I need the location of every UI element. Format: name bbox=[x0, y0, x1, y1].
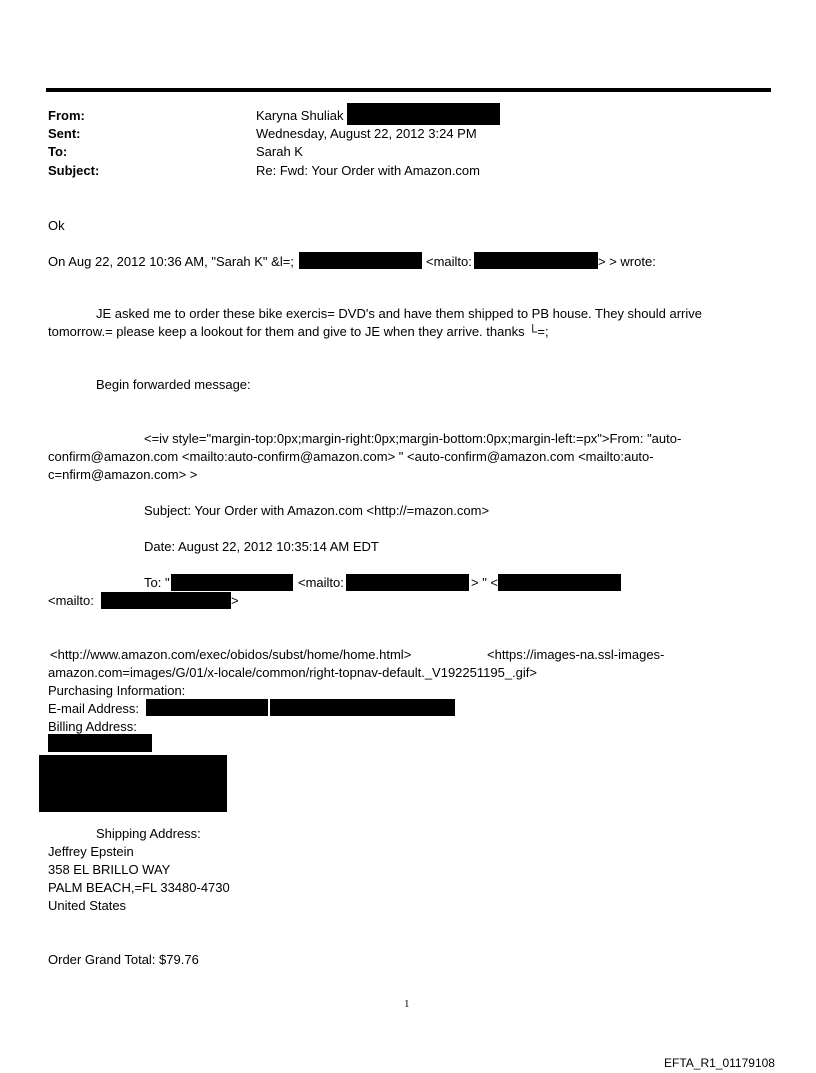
to-label: To: bbox=[48, 144, 68, 159]
email-label: E-mail Address: bbox=[48, 701, 140, 716]
redaction-box bbox=[299, 252, 422, 269]
reply-text: Ok bbox=[48, 218, 65, 233]
from-label: From: bbox=[48, 108, 85, 123]
ship-city: PALM BEACH,=FL 33480-4730 bbox=[48, 880, 230, 895]
order-total: Order Grand Total: $79.76 bbox=[48, 952, 199, 967]
fwd-from-line: <=iv style="margin-top:0px;margin-right:0px;margin-bottom:0px;margin-left:=px">From: "auto- bbox=[144, 431, 682, 446]
paragraph-line: tomorrow.= please keep a lookout for them and give to JE when they arrive. thanks └=; bbox=[48, 324, 549, 339]
purchasing-info: Purchasing Information: bbox=[48, 683, 186, 698]
quote-intro: On Aug 22, 2012 10:36 AM, "Sarah K" &l=; bbox=[48, 254, 294, 269]
fwd-to-mailto2: <mailto: bbox=[48, 593, 94, 608]
fwd-to-mailto: <mailto: bbox=[298, 575, 344, 590]
from-value: Karyna Shuliak bbox=[256, 108, 344, 123]
fwd-to-label: To: " bbox=[144, 575, 170, 590]
ship-street: 358 EL BRILLO WAY bbox=[48, 862, 171, 877]
redaction-box bbox=[347, 103, 500, 125]
to-value: Sarah K bbox=[256, 144, 303, 159]
begin-forwarded: Begin forwarded message: bbox=[96, 377, 251, 392]
quote-mailto: <mailto: bbox=[426, 254, 472, 269]
redaction-box bbox=[48, 734, 152, 752]
redaction-box bbox=[39, 755, 227, 812]
amazon-image-link-cont[interactable]: amazon.com=images/G/01/x-locale/common/right-topnav-default._V192251195_.gif> bbox=[48, 665, 537, 680]
ship-name: Jeffrey Epstein bbox=[48, 844, 134, 859]
amazon-image-link[interactable]: <https://images-na.ssl-images- bbox=[487, 647, 665, 662]
amazon-home-link[interactable]: <http://www.amazon.com/exec/obidos/subst/home/home.html> bbox=[50, 647, 412, 662]
redaction-box bbox=[146, 699, 268, 716]
subject-value: Re: Fwd: Your Order with Amazon.com bbox=[256, 163, 480, 178]
fwd-to-sep: > " < bbox=[471, 575, 499, 590]
fwd-subject: Subject: Your Order with Amazon.com <http://=mazon.com> bbox=[144, 503, 490, 518]
redaction-box bbox=[498, 574, 621, 591]
sent-label: Sent: bbox=[48, 126, 81, 141]
quote-wrote: > > wrote: bbox=[598, 254, 656, 269]
redaction-box bbox=[101, 592, 231, 609]
fwd-date: Date: August 22, 2012 10:35:14 AM EDT bbox=[144, 539, 379, 554]
shipping-label: Shipping Address: bbox=[96, 826, 201, 841]
subject-label: Subject: bbox=[48, 163, 100, 178]
paragraph-line: JE asked me to order these bike exercis= DVD's and have them shipped to PB house. They should arrive bbox=[96, 306, 702, 321]
fwd-from-line: c=nfirm@amazon.com> > bbox=[48, 467, 198, 482]
sent-value: Wednesday, August 22, 2012 3:24 PM bbox=[256, 126, 477, 141]
redaction-box bbox=[474, 252, 598, 269]
ship-country: United States bbox=[48, 898, 127, 913]
redaction-box bbox=[171, 574, 293, 591]
billing-label: Billing Address: bbox=[48, 719, 137, 734]
page-number: 1 bbox=[404, 998, 410, 1010]
redaction-box bbox=[346, 574, 469, 591]
document-id: EFTA_R1_01179108 bbox=[664, 1056, 775, 1070]
fwd-from-line: confirm@amazon.com <mailto:auto-confirm@amazon.com> " <auto-confirm@amazon.com <mailto:auto- bbox=[48, 449, 654, 464]
header-rule bbox=[46, 88, 771, 92]
fwd-to-end: > bbox=[231, 593, 239, 608]
redaction-box bbox=[270, 699, 455, 716]
